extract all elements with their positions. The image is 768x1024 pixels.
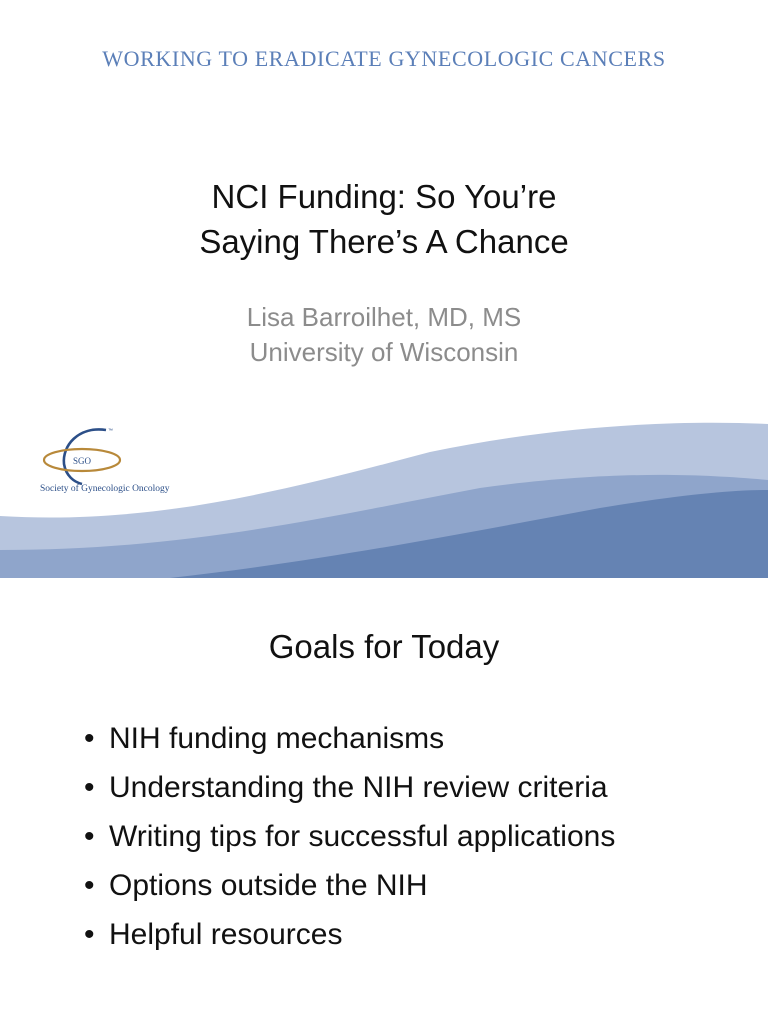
list-item <box>84 910 615 959</box>
logo-trademark: ™ <box>108 428 113 434</box>
title-line-1: NCI Funding: So You’re <box>211 178 557 215</box>
bullet: • <box>84 869 95 902</box>
list-item <box>84 763 615 812</box>
author-name: Lisa Barroilhet, MD, MS <box>246 302 522 332</box>
author-affiliation: University of Wisconsin <box>249 337 519 367</box>
logo-caption: Society of Gynecologic Oncology <box>40 484 170 494</box>
title-line-2: Saying There’s A Chance <box>199 223 569 260</box>
bullet: • <box>84 918 95 951</box>
list-item-text: NIH funding mechanisms <box>109 722 445 755</box>
logo-abbr: SGO <box>72 456 92 466</box>
goals-title: Goals for Today <box>268 628 500 665</box>
list-item-text: Helpful resources <box>109 918 343 951</box>
bullet: • <box>84 771 95 804</box>
tagline: WORKING TO ERADICATE GYNECOLOGIC CANCERS <box>102 46 666 71</box>
list-item-text: Writing tips for successful applications <box>109 820 616 853</box>
presentation-title <box>0 174 768 264</box>
presenter-info <box>0 300 768 370</box>
list-item <box>84 812 615 861</box>
list-item-text: Options outside the NIH <box>109 869 428 902</box>
goals-slide <box>0 588 768 1024</box>
goals-list <box>84 714 615 959</box>
bullet: • <box>84 722 95 755</box>
list-item <box>84 861 615 910</box>
list-item-text: Understanding the NIH review criteria <box>109 771 608 804</box>
list-item <box>84 714 615 763</box>
bullet: • <box>84 820 95 853</box>
